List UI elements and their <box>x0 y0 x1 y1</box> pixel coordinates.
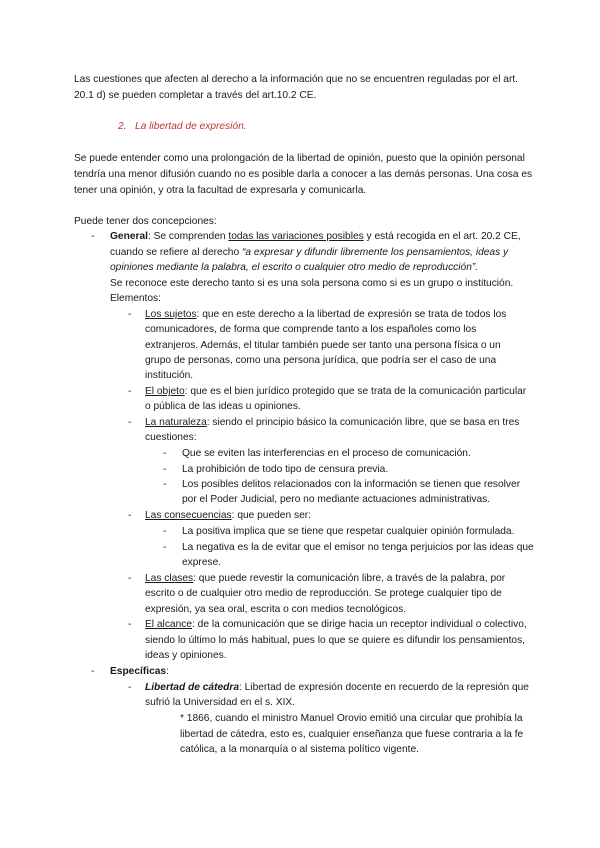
consecuencias-sub-1: La positiva implica que se tiene que respetar cualquier opinión formulada. <box>182 526 515 537</box>
clases-line-3: expresión, ya sea oral, escrita o con medios tecnológicos. <box>145 604 407 615</box>
section-heading <box>118 119 247 135</box>
catedra-line-1: Libertad de cátedra: Libertad de expresión docente en recuerdo de la represión que <box>145 682 529 693</box>
para1-line-1: Se puede entender como una prolongación de la libertad de opinión, puesto que la opinión personal <box>74 153 525 164</box>
section-number: 2. <box>118 121 127 132</box>
clases-line-1: Las clases: que puede revestir la comunicación libre, a través de la palabra, por <box>145 573 506 584</box>
naturaleza-sub-2: La prohibición de todo tipo de censura previa. <box>182 464 389 475</box>
naturaleza-sub-1: Que se eviten las interferencias en el proceso de comunicación. <box>182 448 471 459</box>
sujetos-line-1: Los sujetos: que en este derecho a la libertad de expresión se trata de todos los <box>145 309 507 320</box>
general-label: General <box>110 231 148 242</box>
general-line-2: cuando se refiere al derecho “a expresar y difundir libremente los pensamientos, ideas y <box>110 247 509 258</box>
catedra-note-3: católica, a la monarquía o al sistema político vigente. <box>180 744 419 755</box>
sujetos-line-2: comunicadores, de forma que comprende tanto a los españoles como los <box>145 324 477 335</box>
bullet-dash: - <box>91 666 95 677</box>
objeto-label: El objeto <box>145 386 185 397</box>
clases-line-2: escrito o de cualquier otro medio de reproducción. Se protege cualquier tipo de <box>145 588 502 599</box>
general-line-3: opiniones mediante la palabra, el escrito o cualquier otro medio de reproducción”. <box>110 262 479 273</box>
sujetos-line-5: institución. <box>145 370 194 381</box>
intro-line-2: 20.1 d) se pueden completar a través del art.10.2 CE. <box>74 90 317 101</box>
general-elementos: Elementos: <box>110 293 161 304</box>
bullet-dash: - <box>163 448 167 459</box>
bullet-dash: - <box>128 386 132 397</box>
naturaleza-label: La naturaleza <box>145 417 207 428</box>
section-title: La libertad de expresión. <box>135 121 247 132</box>
especificas-label: Específicas <box>110 666 167 677</box>
objeto-line-1: El objeto: que es el bien jurídico protegido que se trata de la comunicación particular <box>145 386 527 397</box>
naturaleza-sub-3a: Los posibles delitos relacionados con la información se tienen que resolver <box>182 479 521 490</box>
bullet-dash: - <box>128 510 132 521</box>
catedra-note-2: libertad de cátedra, esto es, cualquier enseñanza que fuese contraria a la fe <box>180 729 524 740</box>
para1-line-2: tendría una menor difusión cuando no es posible darla a conocer a las demás personas. Una cosa es <box>74 169 533 180</box>
para1-line-3: tener una opinión, y otra la facultad de expresarla y comunicarla. <box>74 185 367 196</box>
naturaleza-line-2: cuestiones: <box>145 432 197 443</box>
naturaleza-line-1: La naturaleza: siendo el principio básico la comunicación libre, que se basa en tres <box>145 417 520 428</box>
bullet-dash: - <box>128 573 132 584</box>
intro-line-1: Las cuestiones que afecten al derecho a la información que no se encuentren reguladas por el art. <box>74 74 519 85</box>
sujetos-line-4: grupo de personas, como una persona jurídica, que podría ser el caso de una <box>145 355 497 366</box>
general-line-4: Se reconoce este derecho tanto si es una sola persona como si es un grupo o institución. <box>110 278 514 289</box>
sujetos-label: Los sujetos <box>145 309 197 320</box>
alcance-label: El alcance <box>145 619 193 630</box>
sujetos-line-3: extranjeros. Además, el titular también puede ser tanto una persona física o un <box>145 340 501 351</box>
catedra-line-2: sufrió la Universidad en el s. XIX. <box>145 697 296 708</box>
especificas-line: Específicas: <box>110 666 169 677</box>
consecuencias-label: Las consecuencias <box>145 510 232 521</box>
consecuencias-sub-2b: exprese. <box>182 557 222 568</box>
bullet-dash: - <box>91 231 95 242</box>
bullet-dash: - <box>128 309 132 320</box>
objeto-line-2: o pública de las ideas u opiniones. <box>145 401 301 412</box>
alcance-line-1: El alcance: de la comunicación que se dirige hacia un receptor individual o colectivo, <box>145 619 527 630</box>
bullet-dash: - <box>163 464 167 475</box>
consecuencias-sub-2a: La negativa es la de evitar que el emisor no tenga perjuicios por las ideas que <box>182 542 534 553</box>
catedra-note-1: * 1866, cuando el ministro Manuel Orovio emitió una circular que prohibía la <box>180 713 523 724</box>
bullet-dash: - <box>163 526 167 537</box>
bullet-dash: - <box>163 479 167 490</box>
concepciones-intro: Puede tener dos concepciones: <box>74 216 217 227</box>
alcance-line-2: siendo lo último lo más habitual, pues lo que se quiere es difundir los pensamientos, <box>145 635 525 646</box>
bullet-dash: - <box>128 619 132 630</box>
catedra-label: Libertad de cátedra <box>145 682 239 693</box>
general-line-1: General: Se comprenden todas las variaciones posibles y está recogida en el art. 20.2 CE, <box>110 231 521 242</box>
alcance-line-3: ideas y opiniones. <box>145 650 227 661</box>
clases-label: Las clases <box>145 573 194 584</box>
consecuencias-line-1: Las consecuencias: que pueden ser: <box>145 510 311 521</box>
bullet-dash: - <box>128 417 132 428</box>
naturaleza-sub-3b: por el Poder Judicial, pero no mediante actuaciones administrativas. <box>182 494 491 505</box>
bullet-dash: - <box>163 542 167 553</box>
bullet-dash: - <box>128 682 132 693</box>
